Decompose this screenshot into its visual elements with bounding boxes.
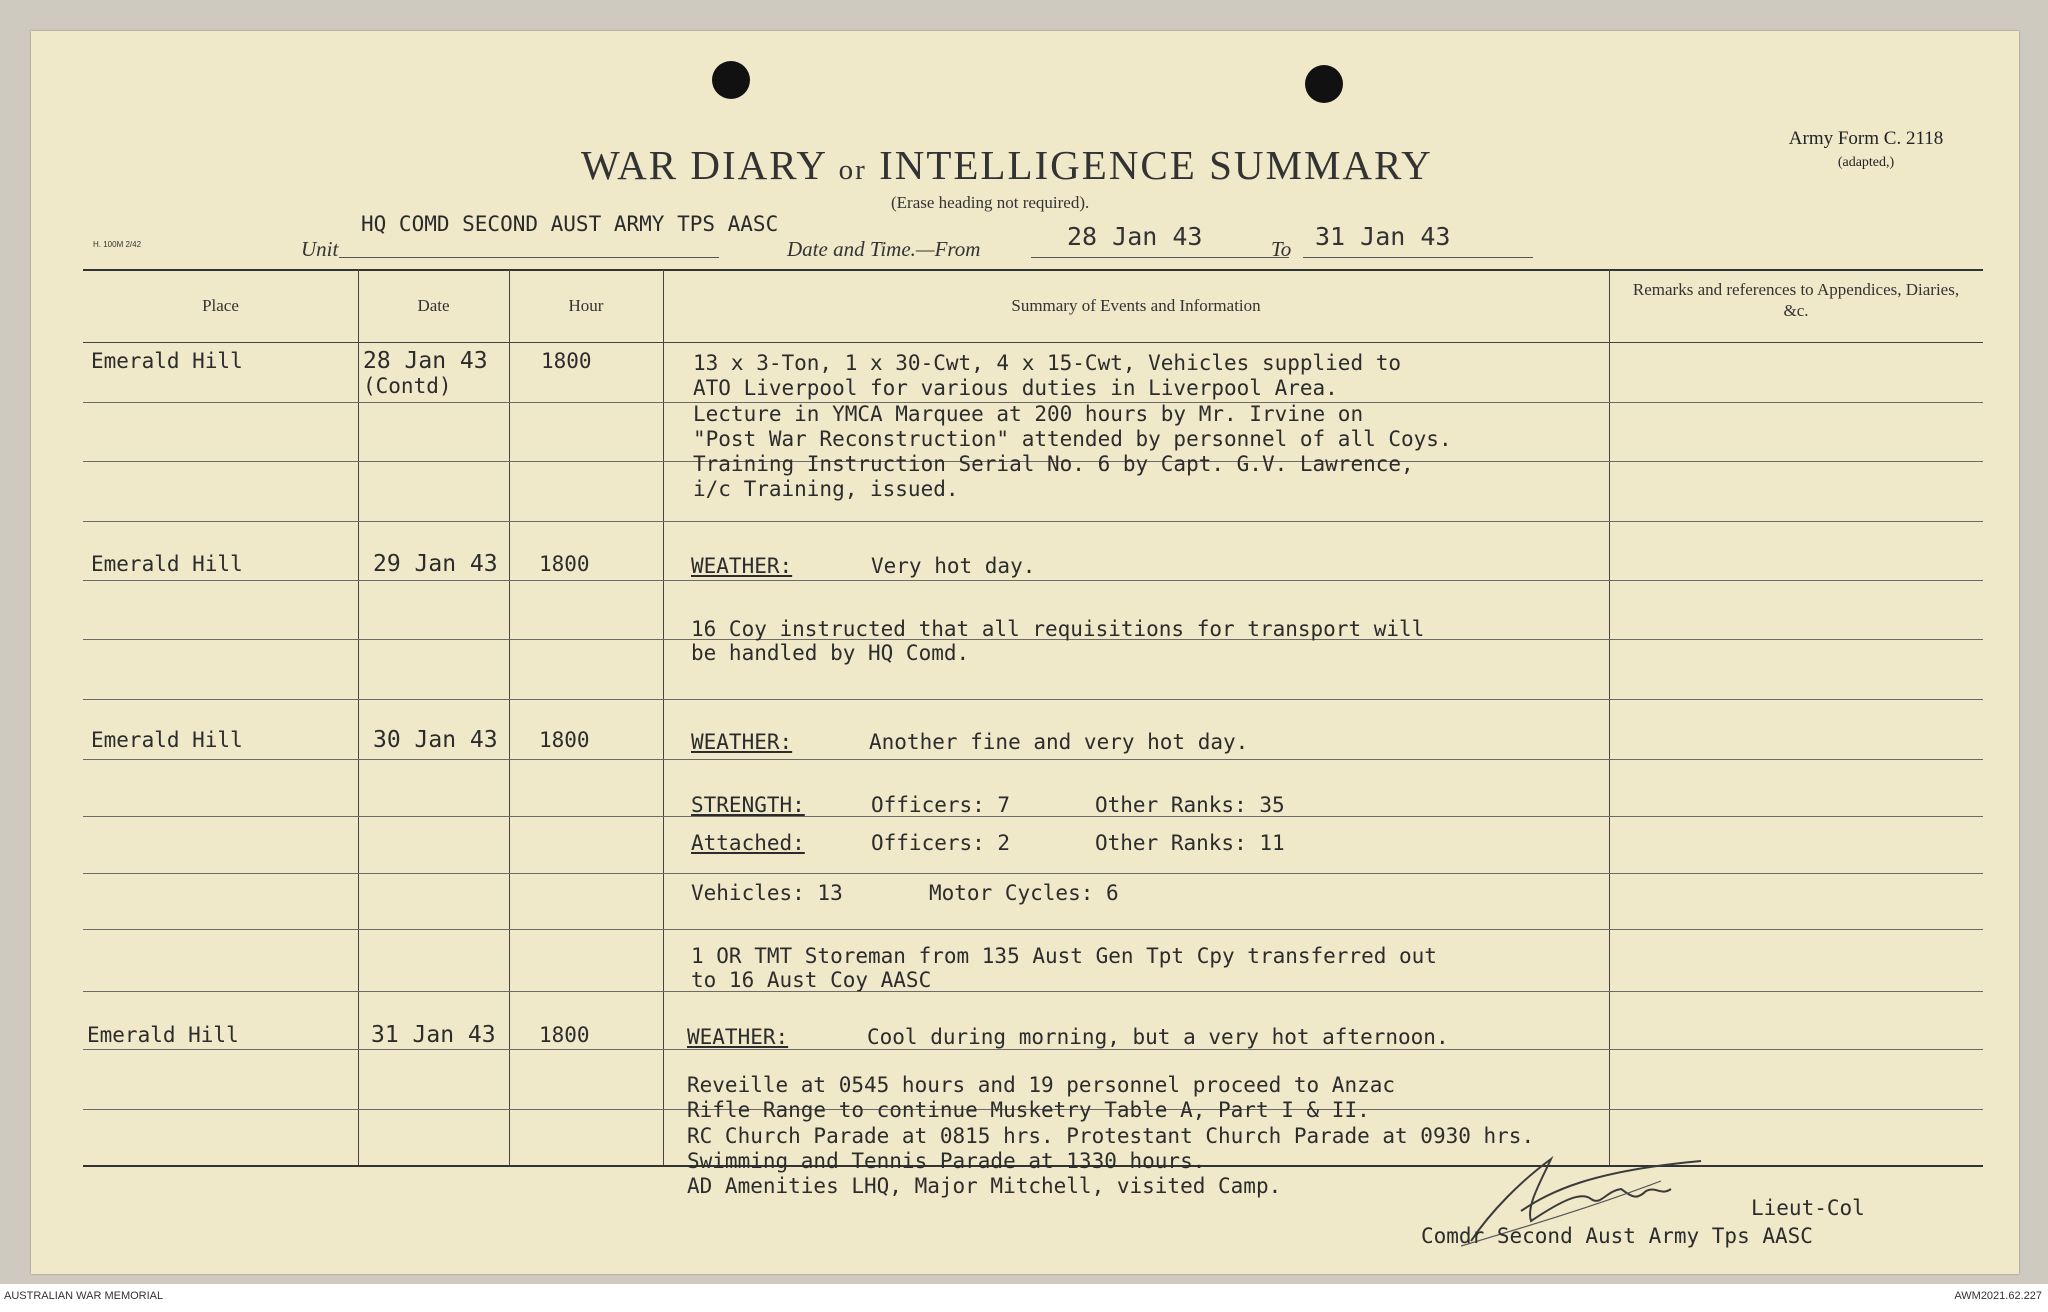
row-rule (83, 929, 1983, 930)
entry-4-weather-heading: WEATHER: (687, 1025, 789, 1049)
table-top-rule (83, 269, 1983, 271)
entry-3-attached-heading: Attached: (691, 831, 805, 855)
date-to-underline (1303, 257, 1533, 258)
entry-1-place: Emerald Hill (91, 349, 243, 373)
entry-2-line-2: be handled by HQ Comd. (691, 641, 970, 665)
unit-label: Unit (301, 237, 339, 261)
entry-2-hour: 1800 (539, 552, 590, 576)
punch-hole-left (712, 61, 750, 99)
entry-4-line-4: Swimming and Tennis Parade at 1330 hours. (687, 1149, 1206, 1173)
entry-1-hour: 1800 (541, 349, 592, 373)
col-header-remarks: Remarks and references to Appendices, Diaries, &c. (1632, 280, 1960, 320)
row-rule (83, 699, 1983, 700)
entry-3-weather-heading: WEATHER: (691, 730, 793, 754)
entry-1-line-2: ATO Liverpool for various duties in Liverpool Area. (693, 376, 1338, 400)
date-from-underline (1031, 257, 1289, 258)
entry-2-date: 29 Jan 43 (373, 551, 498, 577)
entry-3-strength-officers: Officers: 7 (871, 793, 1011, 817)
entry-2-weather-label (691, 554, 792, 579)
entry-1-date-contd: (Contd) (363, 374, 452, 398)
table-header-rule (83, 342, 1983, 343)
title-or: or (838, 154, 867, 186)
row-rule (83, 816, 1983, 817)
title-part-2: INTELLIGENCE SUMMARY (879, 142, 1433, 188)
col-divider-3 (663, 269, 664, 1165)
entry-4-line-5: AD Amenities LHQ, Major Mitchell, visited Camp. (687, 1174, 1282, 1198)
unit-underline (339, 257, 719, 258)
entry-1-line-1: 13 x 3-Ton, 1 x 30-Cwt, 4 x 15-Cwt, Vehicles supplied to (693, 351, 1402, 375)
entry-3-hour: 1800 (539, 728, 590, 752)
entry-3-strength-label (691, 793, 805, 818)
archive-footer (0, 1284, 2048, 1312)
unit-value: HQ COMD SECOND AUST ARMY TPS AASC (361, 212, 779, 236)
entry-2-weather: Very hot day. (871, 554, 1036, 578)
punch-hole-right (1305, 65, 1343, 103)
footer-accession: AWM2021.62.227 (1954, 1290, 2042, 1302)
form-code: H. 100M 2/42 (93, 240, 142, 249)
signature-title: Comdr Second Aust Army Tps AASC (1421, 1224, 1813, 1248)
col-header-summary: Summary of Events and Information (1011, 296, 1261, 315)
signature-rank: Lieut-Col (1751, 1196, 1865, 1220)
entry-4-line-3: RC Church Parade at 0815 hrs. Protestant Church Parade at 0930 hrs. (687, 1124, 1535, 1148)
form-number: Army Form C. 2118 (1788, 128, 1944, 149)
title-part-1: WAR DIARY (581, 142, 827, 188)
entry-1-line-5: Training Instruction Serial No. 6 by Capt. G.V. Lawrence, (693, 452, 1414, 476)
entry-4-weather-label (687, 1025, 788, 1050)
date-label: Date and Time.—From (787, 237, 981, 261)
entry-3-vehicles: Vehicles: 13 (691, 881, 843, 905)
row-rule (83, 521, 1983, 522)
entry-1-line-3: Lecture in YMCA Marquee at 200 hours by Mr. Irvine on (693, 402, 1364, 426)
date-to-value: 31 Jan 43 (1315, 222, 1451, 251)
entry-4-hour: 1800 (539, 1023, 590, 1047)
entry-2-place: Emerald Hill (91, 552, 243, 576)
entry-4-line-1: Reveille at 0545 hours and 19 personnel proceed to Anzac (687, 1073, 1396, 1097)
entry-3-strength-heading: STRENGTH: (691, 793, 805, 817)
entry-1-date: 28 Jan 43 (363, 348, 488, 374)
entry-4-place: Emerald Hill (87, 1023, 239, 1047)
entry-4-line-2: Rifle Range to continue Musketry Table A, Part I & II. (687, 1098, 1370, 1122)
entry-3-place: Emerald Hill (91, 728, 243, 752)
entry-4-date: 31 Jan 43 (371, 1022, 496, 1048)
date-from-value: 28 Jan 43 (1067, 222, 1203, 251)
erase-note: (Erase heading not required). (891, 193, 1090, 212)
col-divider-4 (1609, 269, 1610, 1165)
entry-2-weather-heading: WEATHER: (691, 554, 793, 578)
entry-4-weather: Cool during morning, but a very hot afternoon. (867, 1025, 1449, 1049)
entry-2-line-1: 16 Coy instructed that all requisitions for transport will (691, 617, 1425, 641)
row-rule (83, 759, 1983, 760)
row-rule (83, 873, 1983, 874)
diary-page (31, 31, 2019, 1274)
entry-3-strength-other-ranks: Other Ranks: 35 (1095, 793, 1285, 817)
entry-3-line-1: 1 OR TMT Storeman from 135 Aust Gen Tpt Cpy transferred out (691, 944, 1437, 968)
row-rule (83, 991, 1983, 992)
col-header-date: Date (417, 296, 450, 315)
col-divider-1 (358, 269, 359, 1165)
col-header-hour: Hour (568, 296, 604, 315)
entry-3-attached-officers: Officers: 2 (871, 831, 1011, 855)
col-divider-2 (509, 269, 510, 1165)
entry-3-weather: Another fine and very hot day. (869, 730, 1249, 754)
entry-3-weather-label (691, 730, 792, 755)
to-label: To (1271, 237, 1292, 261)
entry-1-line-6: i/c Training, issued. (693, 477, 959, 501)
entry-3-date: 30 Jan 43 (373, 727, 498, 753)
entry-3-motor-cycles: Motor Cycles: 6 (929, 881, 1119, 905)
entry-3-line-2: to 16 Aust Coy AASC (691, 968, 932, 992)
col-header-place: Place (202, 296, 239, 315)
entry-1-line-4: "Post War Reconstruction" attended by personnel of all Coys. (693, 427, 1452, 451)
entry-3-attached-other-ranks: Other Ranks: 11 (1095, 831, 1285, 855)
footer-institution: AUSTRALIAN WAR MEMORIAL (4, 1290, 164, 1302)
form-adapted: (adapted,) (1837, 155, 1895, 170)
row-rule (83, 580, 1983, 581)
entry-3-attached-label (691, 831, 805, 856)
